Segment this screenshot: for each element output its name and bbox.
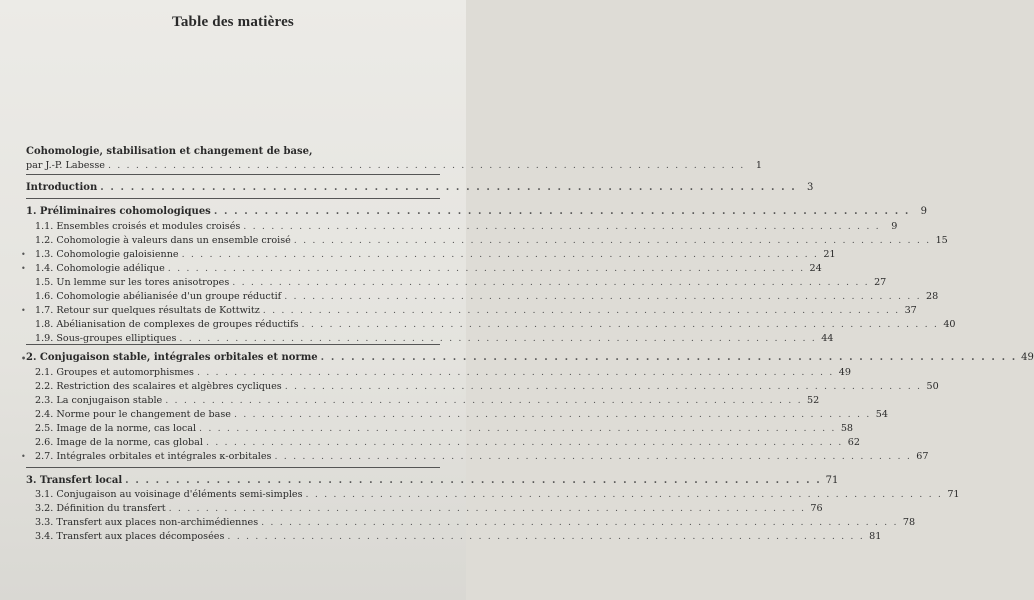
toc-page-number: 81 — [869, 531, 882, 542]
toc-entry-label: 2.7. Intégrales orbitales et intégrales κ-orbitales — [35, 451, 272, 462]
toc-entry — [26, 475, 839, 487]
toc-page-number: 58 — [840, 423, 854, 434]
toc-entry — [26, 503, 823, 515]
toc-entry-label: 2.2. Restriction des scalaires et algèbres cycliques — [35, 381, 282, 392]
dot-leader: . . . . . . . . . . . . . . . . . . . . . . . . . . . . . . . . . . . . . . . . . . . . . . . . . . . . . . . . . . . . . . . . . . . . . — [227, 531, 865, 542]
toc-page-number: 1 — [755, 160, 762, 171]
toc-entry — [26, 437, 860, 449]
toc-entry-label: 1.9. Sous-groupes elliptiques — [35, 333, 177, 344]
toc-entry — [26, 319, 956, 331]
toc-entry-label: 3.2. Définition du transfert — [35, 503, 166, 514]
section-divider — [26, 344, 440, 345]
dot-leader: . . . . . . . . . . . . . . . . . . . . . . . . . . . . . . . . . . . . . . . . . . . . . . . . . . . . . . . . . . . . . . . . . . . . . — [274, 451, 912, 462]
toc-entry — [26, 182, 814, 194]
toc-entry-label: 2.3. La conjugaison stable — [35, 395, 163, 406]
toc-page-number: 54 — [875, 409, 888, 420]
dot-leader: . . . . . . . . . . . . . . . . . . . . . . . . . . . . . . . . . . . . . . . . . . . . . . . . . . . . . . . . . . . . . . . . . . . . . — [213, 206, 910, 217]
toc-entry-label: 2.6. Image de la norme, cas global — [35, 437, 203, 448]
dot-leader: . . . . . . . . . . . . . . . . . . . . . . . . . . . . . . . . . . . . . . . . . . . . . . . . . . . . . . . . . . . . . . . . . . . . . — [305, 489, 943, 500]
toc-entry-label: Introduction — [26, 182, 98, 193]
toc-page-number: 37 — [904, 305, 917, 316]
toc-entry — [26, 367, 851, 379]
dot-leader: . . . . . . . . . . . . . . . . . . . . . . . . . . . . . . . . . . . . . . . . . . . . . . . . . . . . . . . . . . . . . . . . . . . . . — [168, 503, 806, 514]
toc-page-number: 24 — [809, 263, 822, 274]
margin-mark: • — [21, 250, 26, 259]
dot-leader: . . . . . . . . . . . . . . . . . . . . . . . . . . . . . . . . . . . . . . . . . . . . . . . . . . . . . . . . . . . . . . . . . . . . . — [165, 395, 803, 406]
toc-entry-label: 1.4. Cohomologie adélique — [35, 263, 165, 274]
toc-page-number: 71 — [825, 475, 839, 486]
toc-entry — [26, 146, 440, 158]
toc-page-number: 52 — [807, 395, 820, 406]
toc-entry-label: 2.5. Image de la norme, cas local — [35, 423, 197, 434]
dot-leader: . . . . . . . . . . . . . . . . . . . . . . . . . . . . . . . . . . . . . . . . . . . . . . . . . . . . . . . . . . . . . . . . . . . . . — [181, 249, 819, 260]
margin-mark: • — [21, 306, 26, 315]
dot-leader: . . . . . . . . . . . . . . . . . . . . . . . . . . . . . . . . . . . . . . . . . . . . . . . . . . . . . . . . . . . . . . . . . . . . . — [284, 291, 922, 302]
toc-entry — [26, 517, 916, 529]
toc-page-number: 76 — [810, 503, 823, 514]
toc-entry-label: 3.1. Conjugaison au voisinage d'éléments semi-simples — [35, 489, 303, 500]
toc-entry-label: 2.1. Groupes et automorphismes — [35, 367, 194, 378]
toc-page-number: 40 — [943, 319, 956, 330]
dot-leader: . . . . . . . . . . . . . . . . . . . . . . . . . . . . . . . . . . . . . . . . . . . . . . . . . . . . . . . . . . . . . . . . . . . . . — [125, 475, 822, 486]
toc-entry-label: 1.6. Cohomologie abélianisée d'un groupe réductif — [35, 291, 282, 302]
margin-mark: • — [21, 264, 26, 273]
section-divider — [26, 198, 440, 199]
toc-entry — [21, 451, 929, 463]
toc-entry — [26, 381, 939, 393]
dot-leader: . . . . . . . . . . . . . . . . . . . . . . . . . . . . . . . . . . . . . . . . . . . . . . . . . . . . . . . . . . . . . . . . . . . . . — [320, 352, 1017, 363]
section-divider — [26, 174, 440, 175]
toc-entry — [26, 291, 939, 303]
toc-page-number: 3 — [807, 182, 814, 193]
toc-entry — [26, 160, 762, 172]
margin-mark: • — [21, 452, 26, 461]
toc-entry — [26, 531, 882, 543]
dot-leader: . . . . . . . . . . . . . . . . . . . . . . . . . . . . . . . . . . . . . . . . . . . . . . . . . . . . . . . . . . . . . . . . . . . . . — [167, 263, 805, 274]
toc-page-number: 44 — [821, 333, 834, 344]
toc-entry-label: 1.1. Ensembles croisés et modules croisés — [35, 221, 241, 232]
toc-page-number: 21 — [823, 249, 836, 260]
toc-entry — [26, 423, 854, 435]
toc-entry-label: 1.7. Retour sur quelques résultats de Kottwitz — [35, 305, 260, 316]
toc-entry — [21, 305, 917, 317]
toc-entry — [21, 249, 836, 261]
toc-entry-label: 1.5. Un lemme sur les tores anisotropes — [35, 277, 230, 288]
toc-entry-label: 1.3. Cohomologie galoisienne — [35, 249, 179, 260]
toc-entry-label: 1.2. Cohomologie à valeurs dans un ensemble croisé — [35, 235, 291, 246]
dot-leader: . . . . . . . . . . . . . . . . . . . . . . . . . . . . . . . . . . . . . . . . . . . . . . . . . . . . . . . . . . . . . . . . . . . . . — [262, 305, 900, 316]
toc-entry-label: 3. Transfert local — [26, 475, 123, 486]
toc-entry-label: 3.3. Transfert aux places non-archimédiennes — [35, 517, 259, 528]
toc-page-number: 62 — [847, 437, 860, 448]
toc-entry — [26, 206, 927, 218]
toc-entry — [21, 263, 822, 275]
toc-entry — [26, 489, 960, 501]
toc-entry-label: Cohomologie, stabilisation et changement de base, — [26, 146, 313, 157]
toc-page-number: 49 — [1021, 352, 1034, 363]
dot-leader: . . . . . . . . . . . . . . . . . . . . . . . . . . . . . . . . . . . . . . . . . . . . . . . . . . . . . . . . . . . . . . . . . . . . . — [293, 235, 931, 246]
dot-leader: . . . . . . . . . . . . . . . . . . . . . . . . . . . . . . . . . . . . . . . . . . . . . . . . . . . . . . . . . . . . . . . . . . . . . — [205, 437, 843, 448]
toc-page-number: 9 — [920, 206, 927, 217]
dot-leader: . . . . . . . . . . . . . . . . . . . . . . . . . . . . . . . . . . . . . . . . . . . . . . . . . . . . . . . . . . . . . . . . . . . . . — [179, 333, 817, 344]
dot-leader: . . . . . . . . . . . . . . . . . . . . . . . . . . . . . . . . . . . . . . . . . . . . . . . . . . . . . . . . . . . . . . . . . . . . . — [301, 319, 939, 330]
toc-page-number: 15 — [935, 235, 948, 246]
toc-page-number: 28 — [926, 291, 939, 302]
dot-leader: . . . . . . . . . . . . . . . . . . . . . . . . . . . . . . . . . . . . . . . . . . . . . . . . . . . . . . . . . . . . . . . . . . . . . — [233, 409, 871, 420]
toc-entry-label: 2. Conjugaison stable, intégrales orbitales et norme — [26, 352, 318, 363]
toc-entry — [21, 352, 1034, 364]
dot-leader: . . . . . . . . . . . . . . . . . . . . . . . . . . . . . . . . . . . . . . . . . . . . . . . . . . . . . . . . . . . . . . . . . . . . . — [232, 277, 870, 288]
section-divider — [26, 467, 440, 468]
toc-page-number: 71 — [947, 489, 960, 500]
toc-page-number: 49 — [838, 367, 851, 378]
dot-leader: . . . . . . . . . . . . . . . . . . . . . . . . . . . . . . . . . . . . . . . . . . . . . . . . . . . . . . . . . . . . . . . . . . . . . — [100, 182, 797, 193]
dot-leader: . . . . . . . . . . . . . . . . . . . . . . . . . . . . . . . . . . . . . . . . . . . . . . . . . . . . . . . . . . . . . . . . . . . . . — [243, 221, 881, 232]
dot-leader: . . . . . . . . . . . . . . . . . . . . . . . . . . . . . . . . . . . . . . . . . . . . . . . . . . . . . . . . . . . . . . . . . . . . . — [196, 367, 834, 378]
toc-page-number: 67 — [916, 451, 929, 462]
toc-entry-label: par J.-P. Labesse — [26, 160, 105, 171]
toc-entry-label: 1. Préliminaires cohomologiques — [26, 206, 211, 217]
toc-page-number: 78 — [902, 517, 916, 528]
dot-leader: . . . . . . . . . . . . . . . . . . . . . . . . . . . . . . . . . . . . . . . . . . . . . . . . . . . . . . . . . . . . . . . . . . . . . — [261, 517, 899, 528]
toc-page-number: 27 — [874, 277, 887, 288]
margin-mark: • — [21, 353, 27, 363]
dot-leader: . . . . . . . . . . . . . . . . . . . . . . . . . . . . . . . . . . . . . . . . . . . . . . . . . . . . . . . . . . . . . . . . . . . . . — [199, 423, 837, 434]
toc-entry-label: 2.4. Norme pour le changement de base — [35, 409, 231, 420]
dot-leader: . . . . . . . . . . . . . . . . . . . . . . . . . . . . . . . . . . . . . . . . . . . . . . . . . . . . . . . . . . . . . . . . . . . . . — [107, 160, 745, 171]
page-title: Table des matières — [172, 14, 294, 30]
toc-entry-label: 3.4. Transfert aux places décomposées — [35, 531, 225, 542]
toc-entry — [26, 277, 887, 289]
toc-entry — [26, 409, 888, 421]
toc-page-number: 50 — [926, 381, 939, 392]
toc-entry — [26, 221, 898, 233]
toc-entry — [26, 235, 948, 247]
toc-entry-label: 1.8. Abélianisation de complexes de groupes réductifs — [35, 319, 299, 330]
dot-leader: . . . . . . . . . . . . . . . . . . . . . . . . . . . . . . . . . . . . . . . . . . . . . . . . . . . . . . . . . . . . . . . . . . . . . — [284, 381, 922, 392]
toc-entry — [26, 395, 820, 407]
toc-page-number: 9 — [891, 221, 898, 232]
